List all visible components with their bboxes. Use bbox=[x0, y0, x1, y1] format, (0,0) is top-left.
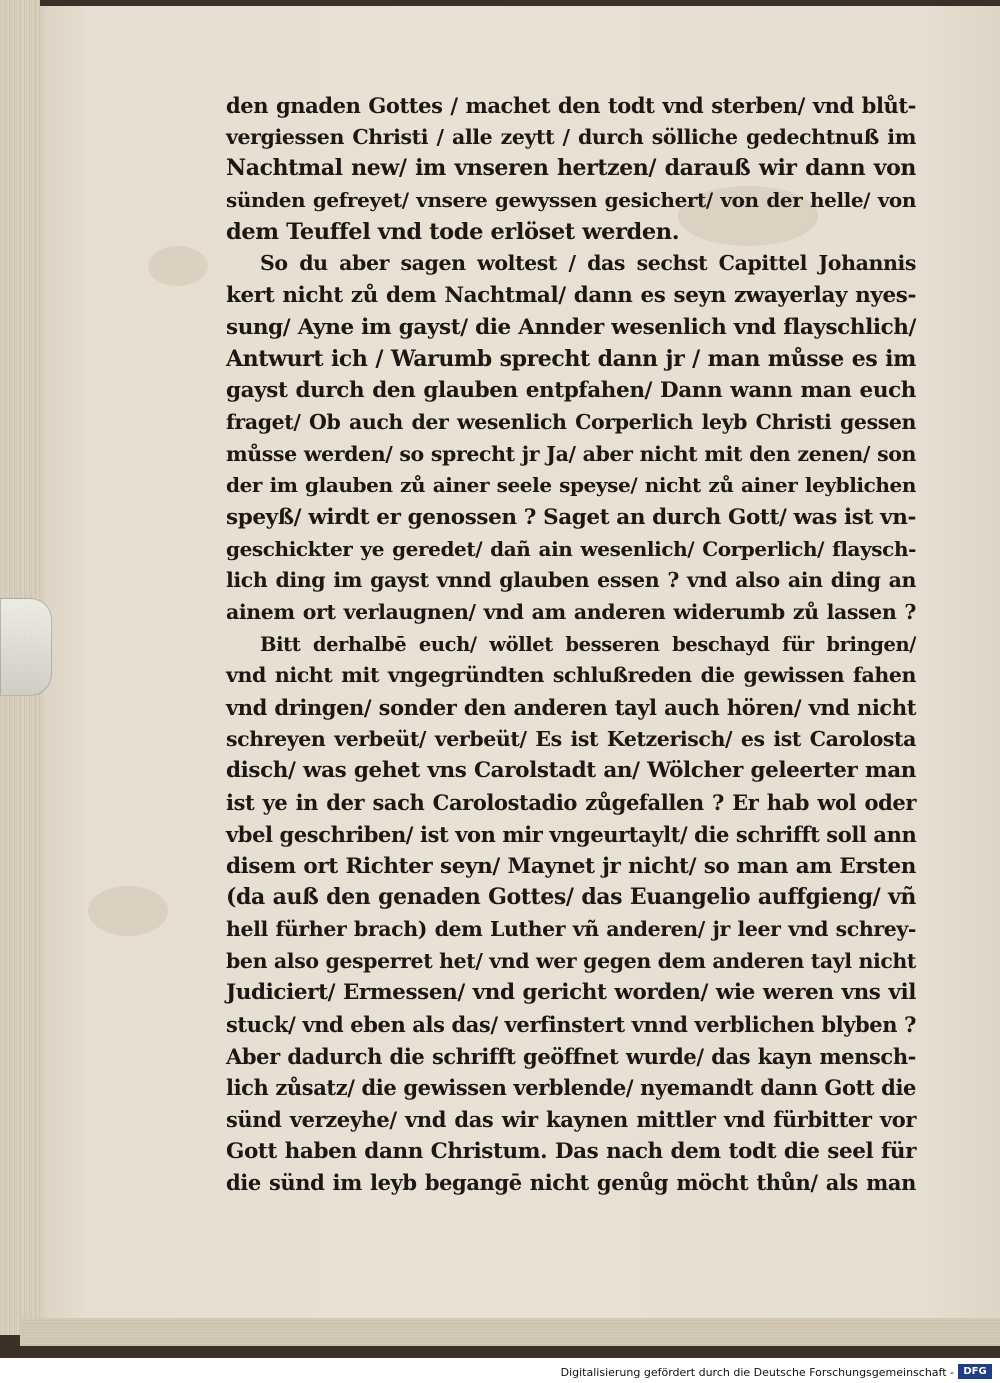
text-line: Aber dadurch die schrifft geöffnet wurde/ das kayn mensch- bbox=[226, 1043, 916, 1069]
plastic-clip bbox=[0, 598, 52, 696]
text-line: vergiessen Christi / alle zeytt / durch sölliche gedechtnuß im bbox=[226, 124, 916, 149]
text-line: lich ding im gayst vnnd glauben essen ? vnd also ain ding an bbox=[226, 568, 916, 593]
text-line: (da auß den genaden Gottes/ das Euangelio auffgieng/ vñ bbox=[226, 884, 916, 911]
text-line: kert nicht zů dem Nachtmal/ dann es seyn zwayerlay nyes- bbox=[226, 283, 916, 309]
text-line: So du aber sagen woltest / das sechst Capittel Johannis bbox=[260, 251, 916, 276]
text-line: ainem ort verlaugnen/ vnd am anderen widerumb zů lassen ? bbox=[226, 600, 916, 624]
text-line: fraget/ Ob auch der wesenlich Corperlich leyb Christi gessen bbox=[226, 409, 916, 434]
text-line: vnd nicht mit vngegründten schlußreden die gewissen fahen bbox=[226, 663, 916, 688]
text-line: Nachtmal new/ im vnseren hertzen/ darauß wir dann von bbox=[226, 155, 916, 182]
funding-credit: Digitalisierung gefördert durch die Deutsche Forschungsgemeinschaft - bbox=[560, 1366, 954, 1379]
text-line: sung/ Ayne im gayst/ die Annder wesenlich vnd flayschlich/ bbox=[226, 314, 916, 340]
text-line: ben also gesperret het/ vnd wer gegen dem anderen tayl nicht bbox=[226, 948, 916, 973]
text-line: der im glauben zů ainer seele speyse/ nicht zů ainer leyblichen bbox=[226, 473, 916, 498]
text-line: schreyen verbeüt/ verbeüt/ Es ist Ketzerisch/ es ist Carolosta bbox=[226, 726, 916, 751]
text-line: disch/ was gehet vns Carolstadt an/ Wölcher geleerter man bbox=[226, 758, 916, 784]
text-line: die sünd im leyb begangē nicht genůg möcht thůn/ als man bbox=[226, 1170, 916, 1196]
text-line: geschickter ye geredet/ dañ ain wesenlich/ Corperlich/ flaysch- bbox=[226, 536, 916, 561]
text-line: Antwurt ich / Warumb sprecht dann jr / man můsse es im bbox=[226, 345, 916, 372]
text-line: den gnaden Gottes / machet den todt vnd sterben/ vnd blůt- bbox=[226, 93, 916, 118]
text-line: gayst durch den glauben entpfahen/ Dann wann man euch bbox=[226, 378, 916, 404]
dfg-logo: DFG bbox=[958, 1364, 992, 1379]
paper-stain bbox=[88, 886, 168, 936]
text-line: dem Teuffel vnd tode erlöset werden. bbox=[226, 218, 680, 245]
text-line: disem ort Richter seyn/ Maynet jr nicht/ so man am Ersten bbox=[226, 853, 916, 879]
text-line: sünden gefreyet/ vnsere gewyssen gesichert/ von der helle/ von bbox=[226, 188, 916, 213]
page-edges-bottom bbox=[20, 1318, 1000, 1346]
text-line: ist ye in der sach Carolostadio zůgefallen ? Er hab wol oder bbox=[226, 790, 916, 816]
paper-stain bbox=[148, 246, 208, 286]
text-line: lich zůsatz/ die gewissen verblende/ nyemandt dann Gott die bbox=[226, 1075, 916, 1101]
text-line: vbel geschriben/ ist von mir vngeurtaylt/ die schrifft soll ann bbox=[226, 821, 917, 847]
text-line: Bitt derhalbē euch/ wöllet besseren beschayd für bringen/ bbox=[260, 632, 916, 656]
text-line: sünd verzeyhe/ vnd das wir kaynen mittler vnd fürbitter vor bbox=[226, 1107, 916, 1132]
text-line: stuck/ vnd eben als das/ verfinstert vnnd verblichen blyben ? bbox=[226, 1011, 916, 1037]
text-line: Gott haben dann Christum. Das nach dem todt die seel für bbox=[226, 1138, 916, 1164]
text-line: hell fürher brach) dem Luther vñ anderen/ jr leer vnd schrey- bbox=[226, 916, 916, 941]
fraktur-text-block bbox=[226, 90, 916, 1199]
text-line: vnd dringen/ sonder den anderen tayl auch hören/ vnd nicht bbox=[226, 695, 916, 721]
text-line: můsse werden/ so sprecht jr Ja/ aber nicht mit den zenen/ son bbox=[226, 441, 916, 466]
text-line: speyß/ wirdt er genossen ? Saget an durch Gott/ was ist vn- bbox=[226, 504, 916, 530]
text-line: Judiciert/ Ermessen/ vnd gericht worden/ wie weren vns vil bbox=[226, 980, 916, 1006]
